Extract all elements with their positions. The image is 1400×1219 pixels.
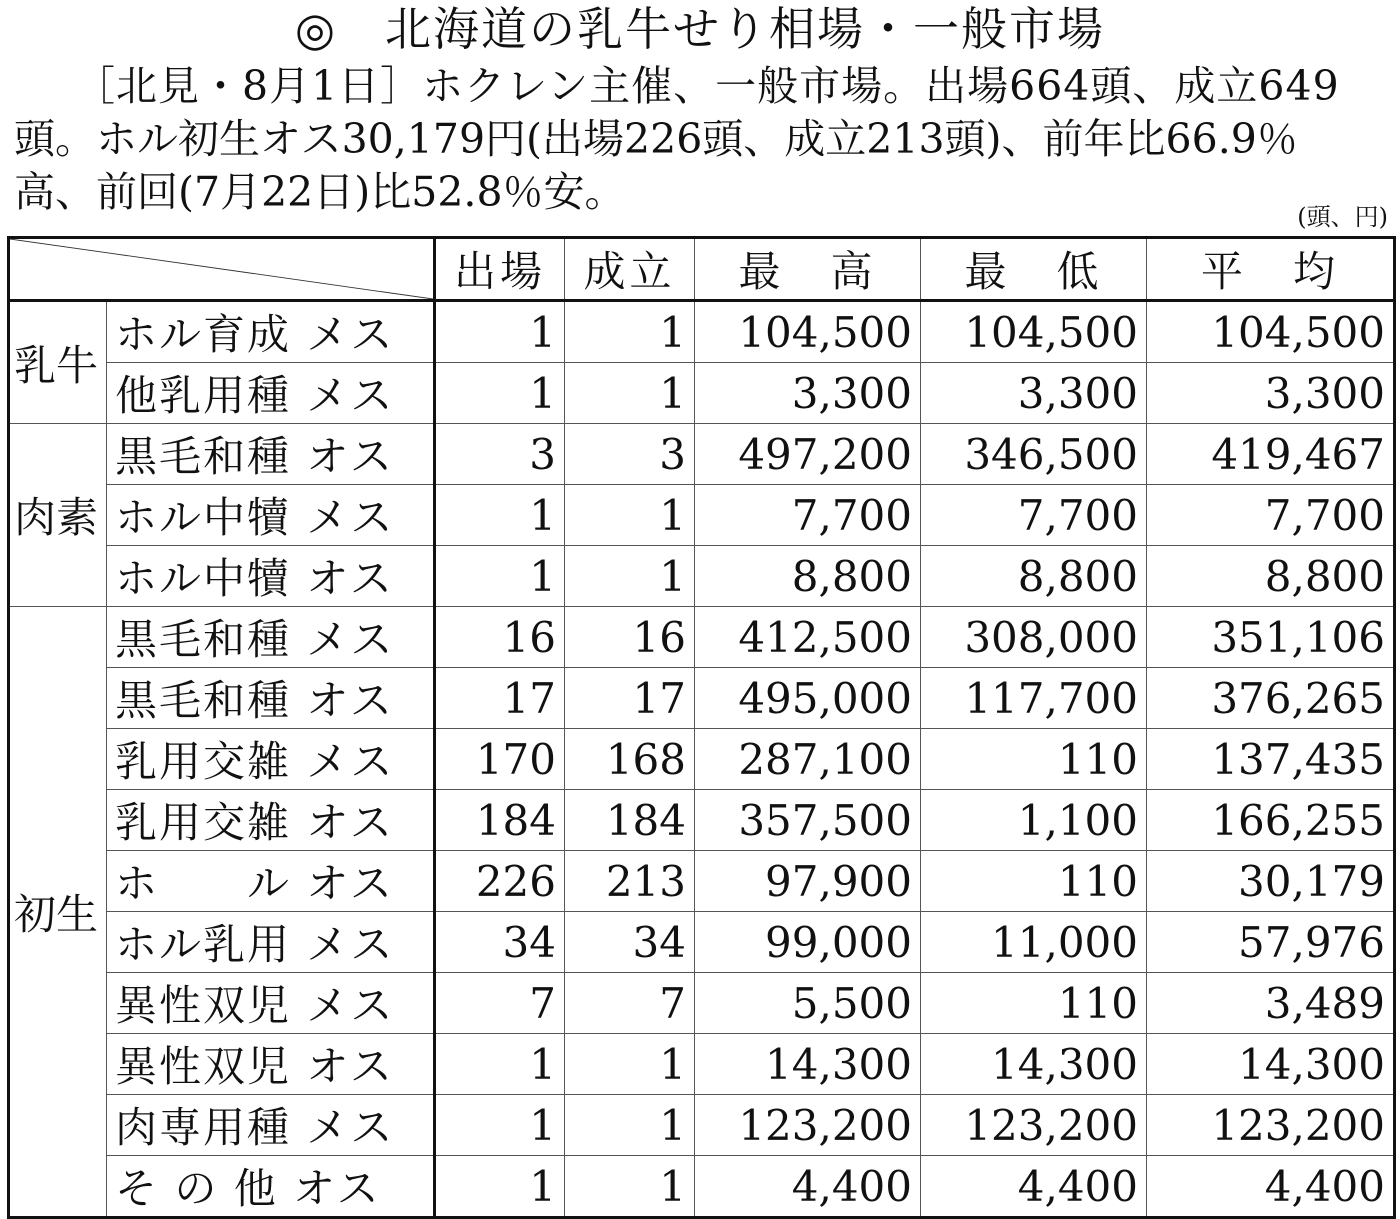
value-成立: 3 xyxy=(565,424,695,485)
table-row xyxy=(9,973,1395,1034)
table-row xyxy=(9,485,1395,546)
table-row xyxy=(9,1095,1395,1156)
value-最低: 3,300 xyxy=(921,363,1147,424)
item-label: 黒毛和種 オス xyxy=(107,668,435,729)
value-最低: 104,500 xyxy=(921,301,1147,363)
value-最高: 97,900 xyxy=(695,851,921,912)
market-price-table xyxy=(7,236,1396,1219)
item-label: ホル中犢 メス xyxy=(107,485,435,546)
item-label: ホル乳用 メス xyxy=(107,912,435,973)
value-最高: 7,700 xyxy=(695,485,921,546)
table-row xyxy=(9,301,1395,363)
value-成立: 184 xyxy=(565,790,695,851)
value-成立: 17 xyxy=(565,668,695,729)
item-label: そ の 他 オス xyxy=(107,1156,435,1218)
value-最低: 308,000 xyxy=(921,607,1147,668)
value-成立: 7 xyxy=(565,973,695,1034)
item-label: ホル中犢 オス xyxy=(107,546,435,607)
value-出場: 7 xyxy=(435,973,565,1034)
value-平均: 14,300 xyxy=(1147,1034,1395,1095)
value-出場: 1 xyxy=(435,546,565,607)
value-平均: 57,976 xyxy=(1147,912,1395,973)
paragraph-line-2: 頭。ホル初生オス30,179円(出場226頭、成立213頭)、前年比66.9％ xyxy=(14,115,1298,163)
value-成立: 213 xyxy=(565,851,695,912)
value-出場: 1 xyxy=(435,485,565,546)
header-diagonal-cell xyxy=(9,238,435,301)
value-最高: 3,300 xyxy=(695,363,921,424)
value-最高: 14,300 xyxy=(695,1034,921,1095)
item-label: ホル育成 メス xyxy=(107,301,435,363)
value-出場: 1 xyxy=(435,301,565,363)
article-title: ◎ 北海道の乳牛せり相場・一般市場 xyxy=(294,2,1106,56)
value-平均: 376,265 xyxy=(1147,668,1395,729)
value-平均: 104,500 xyxy=(1147,301,1395,363)
value-成立: 1 xyxy=(565,1095,695,1156)
value-最高: 8,800 xyxy=(695,546,921,607)
value-最高: 99,000 xyxy=(695,912,921,973)
value-成立: 1 xyxy=(565,485,695,546)
value-平均: 4,400 xyxy=(1147,1156,1395,1218)
unit-note: (頭、円) xyxy=(1297,203,1388,231)
value-出場: 226 xyxy=(435,851,565,912)
table-body xyxy=(9,301,1395,1218)
group-label: 乳牛 xyxy=(9,301,107,424)
paragraph-line-1: ［北見・8月1日］ホクレン主催、一般市場。出場664頭、成立649 xyxy=(74,62,1340,110)
header-row xyxy=(9,238,1395,301)
item-label: 黒毛和種 メス xyxy=(107,607,435,668)
value-平均: 8,800 xyxy=(1147,546,1395,607)
value-平均: 7,700 xyxy=(1147,485,1395,546)
item-label: 黒毛和種 オス xyxy=(107,424,435,485)
header-成立: 成立 xyxy=(565,238,695,301)
table-row xyxy=(9,1034,1395,1095)
table-row xyxy=(9,424,1395,485)
value-成立: 1 xyxy=(565,1156,695,1218)
table-row xyxy=(9,912,1395,973)
value-成立: 34 xyxy=(565,912,695,973)
header-平均: 平 均 xyxy=(1147,238,1395,301)
value-最高: 495,000 xyxy=(695,668,921,729)
value-最低: 110 xyxy=(921,729,1147,790)
value-最低: 117,700 xyxy=(921,668,1147,729)
value-最高: 104,500 xyxy=(695,301,921,363)
value-出場: 184 xyxy=(435,790,565,851)
value-出場: 17 xyxy=(435,668,565,729)
value-最高: 5,500 xyxy=(695,973,921,1034)
header-最低: 最 低 xyxy=(921,238,1147,301)
value-出場: 34 xyxy=(435,912,565,973)
value-最高: 4,400 xyxy=(695,1156,921,1218)
value-最低: 7,700 xyxy=(921,485,1147,546)
value-出場: 1 xyxy=(435,1034,565,1095)
value-最低: 1,100 xyxy=(921,790,1147,851)
value-最低: 110 xyxy=(921,973,1147,1034)
value-平均: 3,489 xyxy=(1147,973,1395,1034)
value-最低: 14,300 xyxy=(921,1034,1147,1095)
value-成立: 1 xyxy=(565,363,695,424)
value-最高: 497,200 xyxy=(695,424,921,485)
table-row xyxy=(9,851,1395,912)
value-最低: 110 xyxy=(921,851,1147,912)
table-row xyxy=(9,1156,1395,1218)
item-label: 異性双児 オス xyxy=(107,1034,435,1095)
table-row xyxy=(9,546,1395,607)
value-成立: 16 xyxy=(565,607,695,668)
value-平均: 3,300 xyxy=(1147,363,1395,424)
table-row xyxy=(9,790,1395,851)
value-最高: 357,500 xyxy=(695,790,921,851)
value-成立: 168 xyxy=(565,729,695,790)
group-label: 初生 xyxy=(9,607,107,1218)
value-最高: 287,100 xyxy=(695,729,921,790)
group-label: 肉素 xyxy=(9,424,107,607)
value-成立: 1 xyxy=(565,301,695,363)
value-出場: 170 xyxy=(435,729,565,790)
item-label: 肉専用種 メス xyxy=(107,1095,435,1156)
paragraph-line-3: 高、前回(7月22日)比52.8％安。 xyxy=(14,168,626,216)
value-平均: 419,467 xyxy=(1147,424,1395,485)
value-最高: 123,200 xyxy=(695,1095,921,1156)
table-row xyxy=(9,668,1395,729)
item-label: 他乳用種 メス xyxy=(107,363,435,424)
value-出場: 16 xyxy=(435,607,565,668)
item-label: 異性双児 メス xyxy=(107,973,435,1034)
table-row xyxy=(9,729,1395,790)
value-出場: 1 xyxy=(435,363,565,424)
value-成立: 1 xyxy=(565,546,695,607)
value-最低: 123,200 xyxy=(921,1095,1147,1156)
item-label: 乳用交雑 オス xyxy=(107,790,435,851)
table-row xyxy=(9,363,1395,424)
value-平均: 30,179 xyxy=(1147,851,1395,912)
value-平均: 351,106 xyxy=(1147,607,1395,668)
table-row xyxy=(9,607,1395,668)
header-最高: 最 高 xyxy=(695,238,921,301)
value-成立: 1 xyxy=(565,1034,695,1095)
value-出場: 3 xyxy=(435,424,565,485)
value-出場: 1 xyxy=(435,1095,565,1156)
diagonal-line xyxy=(10,239,433,299)
article-paragraph xyxy=(14,60,1394,219)
value-最低: 4,400 xyxy=(921,1156,1147,1218)
header-出場: 出場 xyxy=(435,238,565,301)
value-最低: 346,500 xyxy=(921,424,1147,485)
value-最高: 412,500 xyxy=(695,607,921,668)
item-label: 乳用交雑 メス xyxy=(107,729,435,790)
value-平均: 123,200 xyxy=(1147,1095,1395,1156)
value-平均: 166,255 xyxy=(1147,790,1395,851)
value-平均: 137,435 xyxy=(1147,729,1395,790)
value-出場: 1 xyxy=(435,1156,565,1218)
item-label: ホ ル オス xyxy=(107,851,435,912)
value-最低: 11,000 xyxy=(921,912,1147,973)
value-最低: 8,800 xyxy=(921,546,1147,607)
